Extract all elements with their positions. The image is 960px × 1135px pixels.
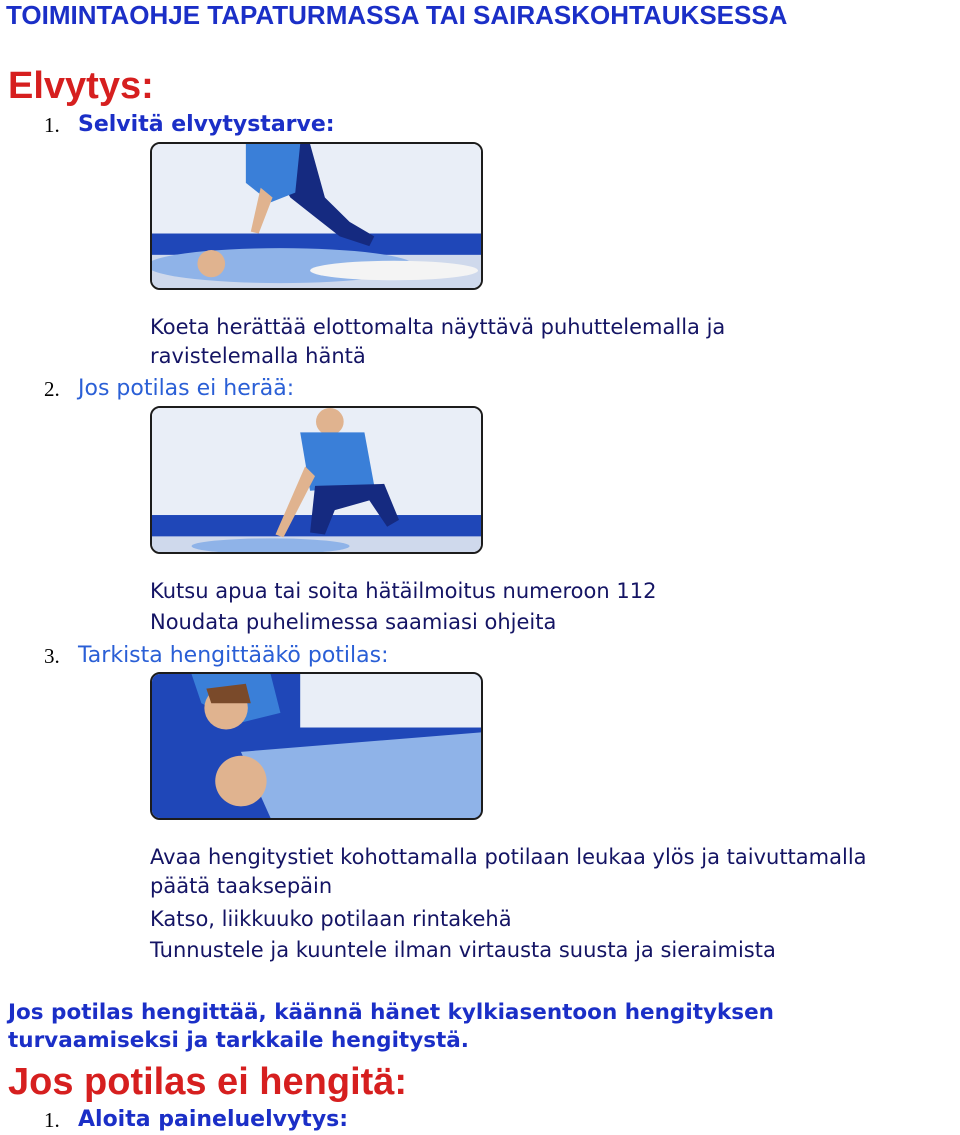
step2-instruction-follow: Noudata puhelimessa saamiasi ohjeita xyxy=(150,610,557,634)
step3-instruction-look: Katso, liikkuuko potilaan rintakehä xyxy=(150,907,512,931)
illustration-breathing xyxy=(152,674,481,818)
step-number: 1. xyxy=(44,113,60,137)
step-heading-assess: Selvitä elvytystarve: xyxy=(78,112,335,137)
section-heading-elvytys: Elvytys: xyxy=(8,65,154,107)
section-heading-not-breathing: Jos potilas ei hengitä: xyxy=(8,1061,408,1103)
step2-instruction-call: Kutsu apua tai soita hätäilmoitus numeroon 112 xyxy=(150,579,657,603)
step1-instruction: Koeta herättää elottomalta näyttävä puhuttelemalla ja ravistelemalla häntä xyxy=(150,315,726,368)
photo-shaking-patient xyxy=(150,142,483,290)
step-number: 3. xyxy=(44,644,60,668)
step-number: 2. xyxy=(44,377,60,401)
step3-instruction-listen: Tunnustele ja kuuntele ilman virtausta suusta ja sieraimista xyxy=(150,938,776,962)
step3-instruction-open-airway: Avaa hengitystiet kohottamalla potilaan leukaa ylös ja taivuttamalla päätä taaksepäin xyxy=(150,845,867,898)
recovery-position-note: Jos potilas hengittää, käännä hänet kylkiasentoon hengityksen turvaamiseksi ja tarkkaile hengitystä. xyxy=(8,1000,774,1053)
step-heading-cpr: Aloita paineluelvytys: xyxy=(78,1107,349,1132)
document-title: TOIMINTAOHJE TAPATURMASSA TAI SAIRASKOHTAUKSESSA xyxy=(6,0,788,30)
photo-calling-help xyxy=(150,406,483,554)
photo-checking-breathing xyxy=(150,672,483,820)
step-heading-no-wake: Jos potilas ei herää: xyxy=(78,376,295,401)
step-number: 1. xyxy=(44,1108,60,1132)
illustration-shaking xyxy=(152,144,481,288)
step-heading-check-breathing: Tarkista hengittääkö potilas: xyxy=(78,643,389,668)
illustration-calling xyxy=(152,408,481,552)
